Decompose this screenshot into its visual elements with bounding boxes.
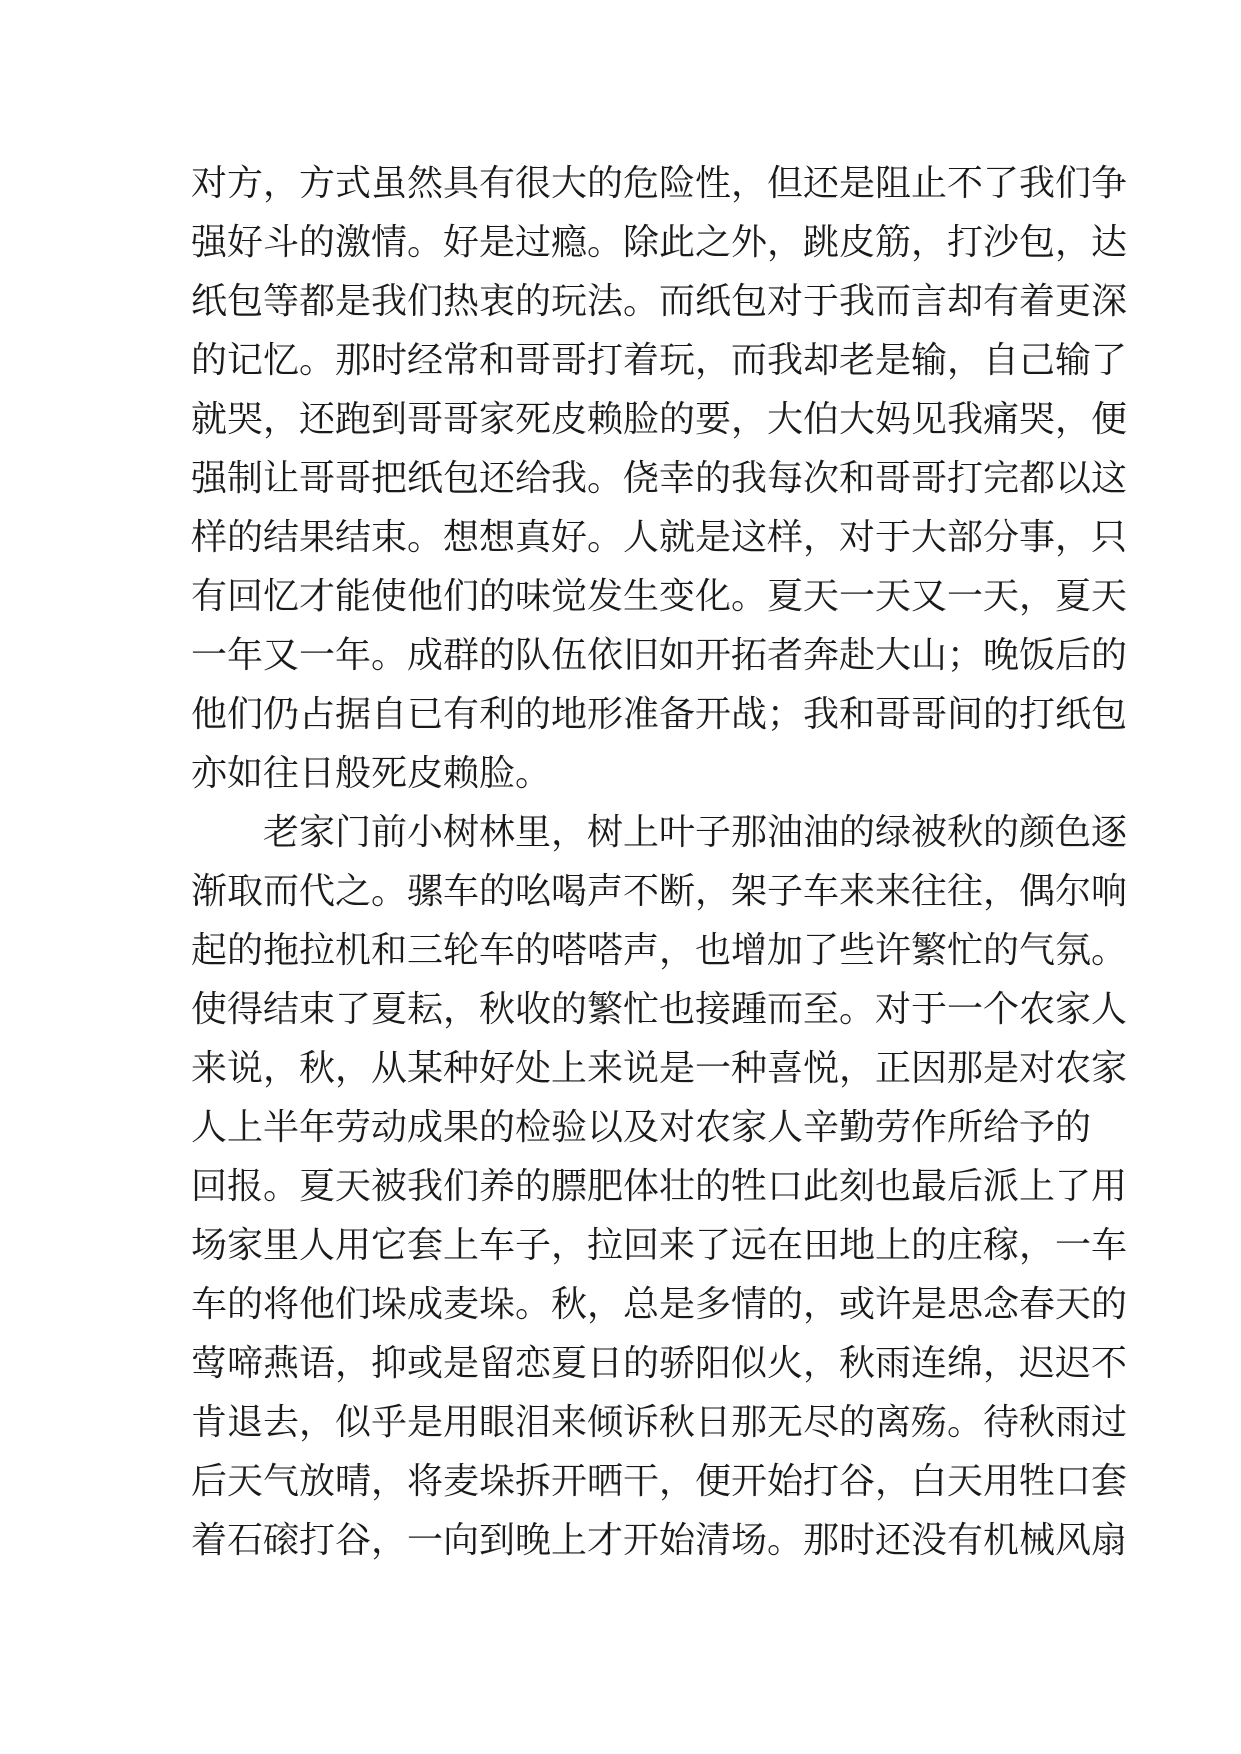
text-line: 车的将他们垛成麦垛。秋，总是多情的，或许是思念春天的 xyxy=(191,1284,1128,1325)
text-line: 就哭，还跑到哥哥家死皮赖脸的要，大伯大妈见我痛哭，便 xyxy=(191,399,1128,440)
paragraph-first-line: 老家门前小树林里，树上叶子那油油的绿被秋的颜色逐 xyxy=(263,812,1128,853)
body-text xyxy=(191,154,1128,1570)
text-line: 肯退去，似乎是用眼泪来倾诉秋日那无尽的离殇。待秋雨过 xyxy=(191,1402,1128,1443)
text-line: 来说，秋，从某种好处上来说是一种喜悦，正因那是对农家 xyxy=(191,1048,1128,1089)
text-line: 强好斗的激情。好是过瘾。除此之外，跳皮筋，打沙包，达 xyxy=(191,222,1128,263)
text-line: 场家里人用它套上车子，拉回来了远在田地上的庄稼，一车 xyxy=(191,1225,1128,1266)
text-line: 的记忆。那时经常和哥哥打着玩，而我却老是输，自己输了 xyxy=(191,340,1128,381)
text-line: 人上半年劳动成果的检验以及对农家人辛勤劳作所给予的 xyxy=(191,1107,1092,1148)
text-line: 一年又一年。成群的队伍依旧如开拓者奔赴大山；晚饭后的 xyxy=(191,635,1128,676)
text-line: 莺啼燕语，抑或是留恋夏日的骄阳似火，秋雨连绵，迟迟不 xyxy=(191,1343,1128,1384)
text-line: 着石磙打谷，一向到晚上才开始清场。那时还没有机械风扇 xyxy=(191,1520,1128,1561)
text-line: 使得结束了夏耘，秋收的繁忙也接踵而至。对于一个农家人 xyxy=(191,989,1128,1030)
text-line: 起的拖拉机和三轮车的嗒嗒声，也增加了些许繁忙的气氛。 xyxy=(191,930,1128,971)
text-line: 他们仍占据自已有利的地形准备开战；我和哥哥间的打纸包 xyxy=(191,694,1128,735)
text-line: 亦如往日般死皮赖脸。 xyxy=(191,753,552,794)
text-line: 渐取而代之。骡车的吆喝声不断，架子车来来往往，偶尔响 xyxy=(191,871,1128,912)
text-line: 回报。夏天被我们养的膘肥体壮的牲口此刻也最后派上了用 xyxy=(191,1166,1128,1207)
text-line: 后天气放晴，将麦垛拆开晒干，便开始打谷，白天用牲口套 xyxy=(191,1461,1128,1502)
text-line: 样的结果结束。想想真好。人就是这样，对于大部分事，只 xyxy=(191,517,1128,558)
text-line: 有回忆才能使他们的味觉发生变化。夏天一天又一天，夏天 xyxy=(191,576,1128,617)
text-line: 强制让哥哥把纸包还给我。侥幸的我每次和哥哥打完都以这 xyxy=(191,458,1128,499)
text-line: 对方，方式虽然具有很大的危险性，但还是阻止不了我们争 xyxy=(191,163,1128,204)
text-line: 纸包等都是我们热衷的玩法。而纸包对于我而言却有着更深 xyxy=(191,281,1128,322)
